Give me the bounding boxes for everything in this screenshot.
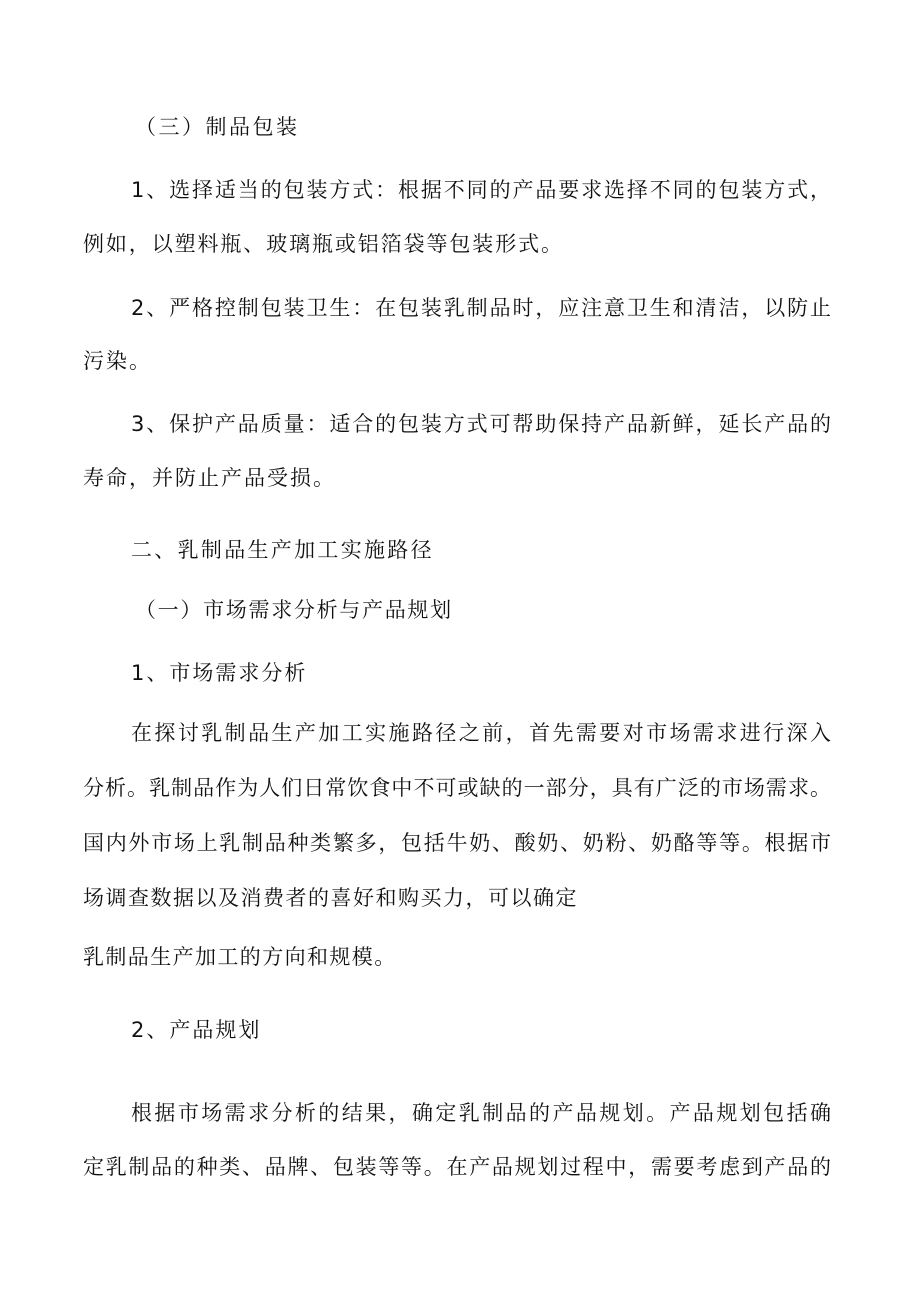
paragraph-1-line-1: 在探讨乳制品生产加工实施路径之前，首先需要对市场需求进行深入 (131, 721, 831, 745)
point-1-heading: 1、市场需求分析 (131, 661, 308, 685)
paragraph-1-line-4: 场调查数据以及消费者的喜好和购买力，可以确定 (83, 886, 578, 910)
paragraph-1-line-5: 乳制品生产加工的方向和规模。 (83, 945, 397, 969)
section-3-heading: （三）制品包装 (135, 115, 300, 139)
paragraph-1-line-3: 国内外市场上乳制品种类繁多，包括牛奶、酸奶、奶粉、奶酪等等。根据市 (83, 831, 831, 855)
item-2-line-1: 2、严格控制包装卫生：在包装乳制品时，应注意卫生和清洁，以防止 (131, 296, 831, 320)
paragraph-2-line-2: 定乳制品的种类、品牌、包装等等。在产品规划过程中，需要考虑到产品的 (83, 1155, 831, 1179)
item-2-line-2: 污染。 (83, 349, 152, 373)
subsection-1-heading: （一）市场需求分析与产品规划 (135, 598, 453, 622)
item-1-line-2: 例如，以塑料瓶、玻璃瓶或铝箔袋等包装形式。 (83, 232, 564, 256)
paragraph-1-line-2: 分析。乳制品作为人们日常饮食中不可或缺的一部分，具有广泛的市场需求。 (83, 776, 831, 800)
item-3-line-2: 寿命，并防止产品受损。 (83, 466, 336, 490)
item-3-line-1: 3、保护产品质量：适合的包装方式可帮助保持产品新鲜，延长产品的 (131, 412, 831, 436)
point-2-heading: 2、产品规划 (131, 1018, 262, 1042)
paragraph-2-line-1: 根据市场需求分析的结果，确定乳制品的产品规划。产品规划包括确 (131, 1101, 831, 1125)
item-1-line-1: 1、选择适当的包装方式：根据不同的产品要求选择不同的包装方式， (131, 178, 831, 202)
chapter-2-heading: 二、乳制品生产加工实施路径 (131, 538, 434, 562)
